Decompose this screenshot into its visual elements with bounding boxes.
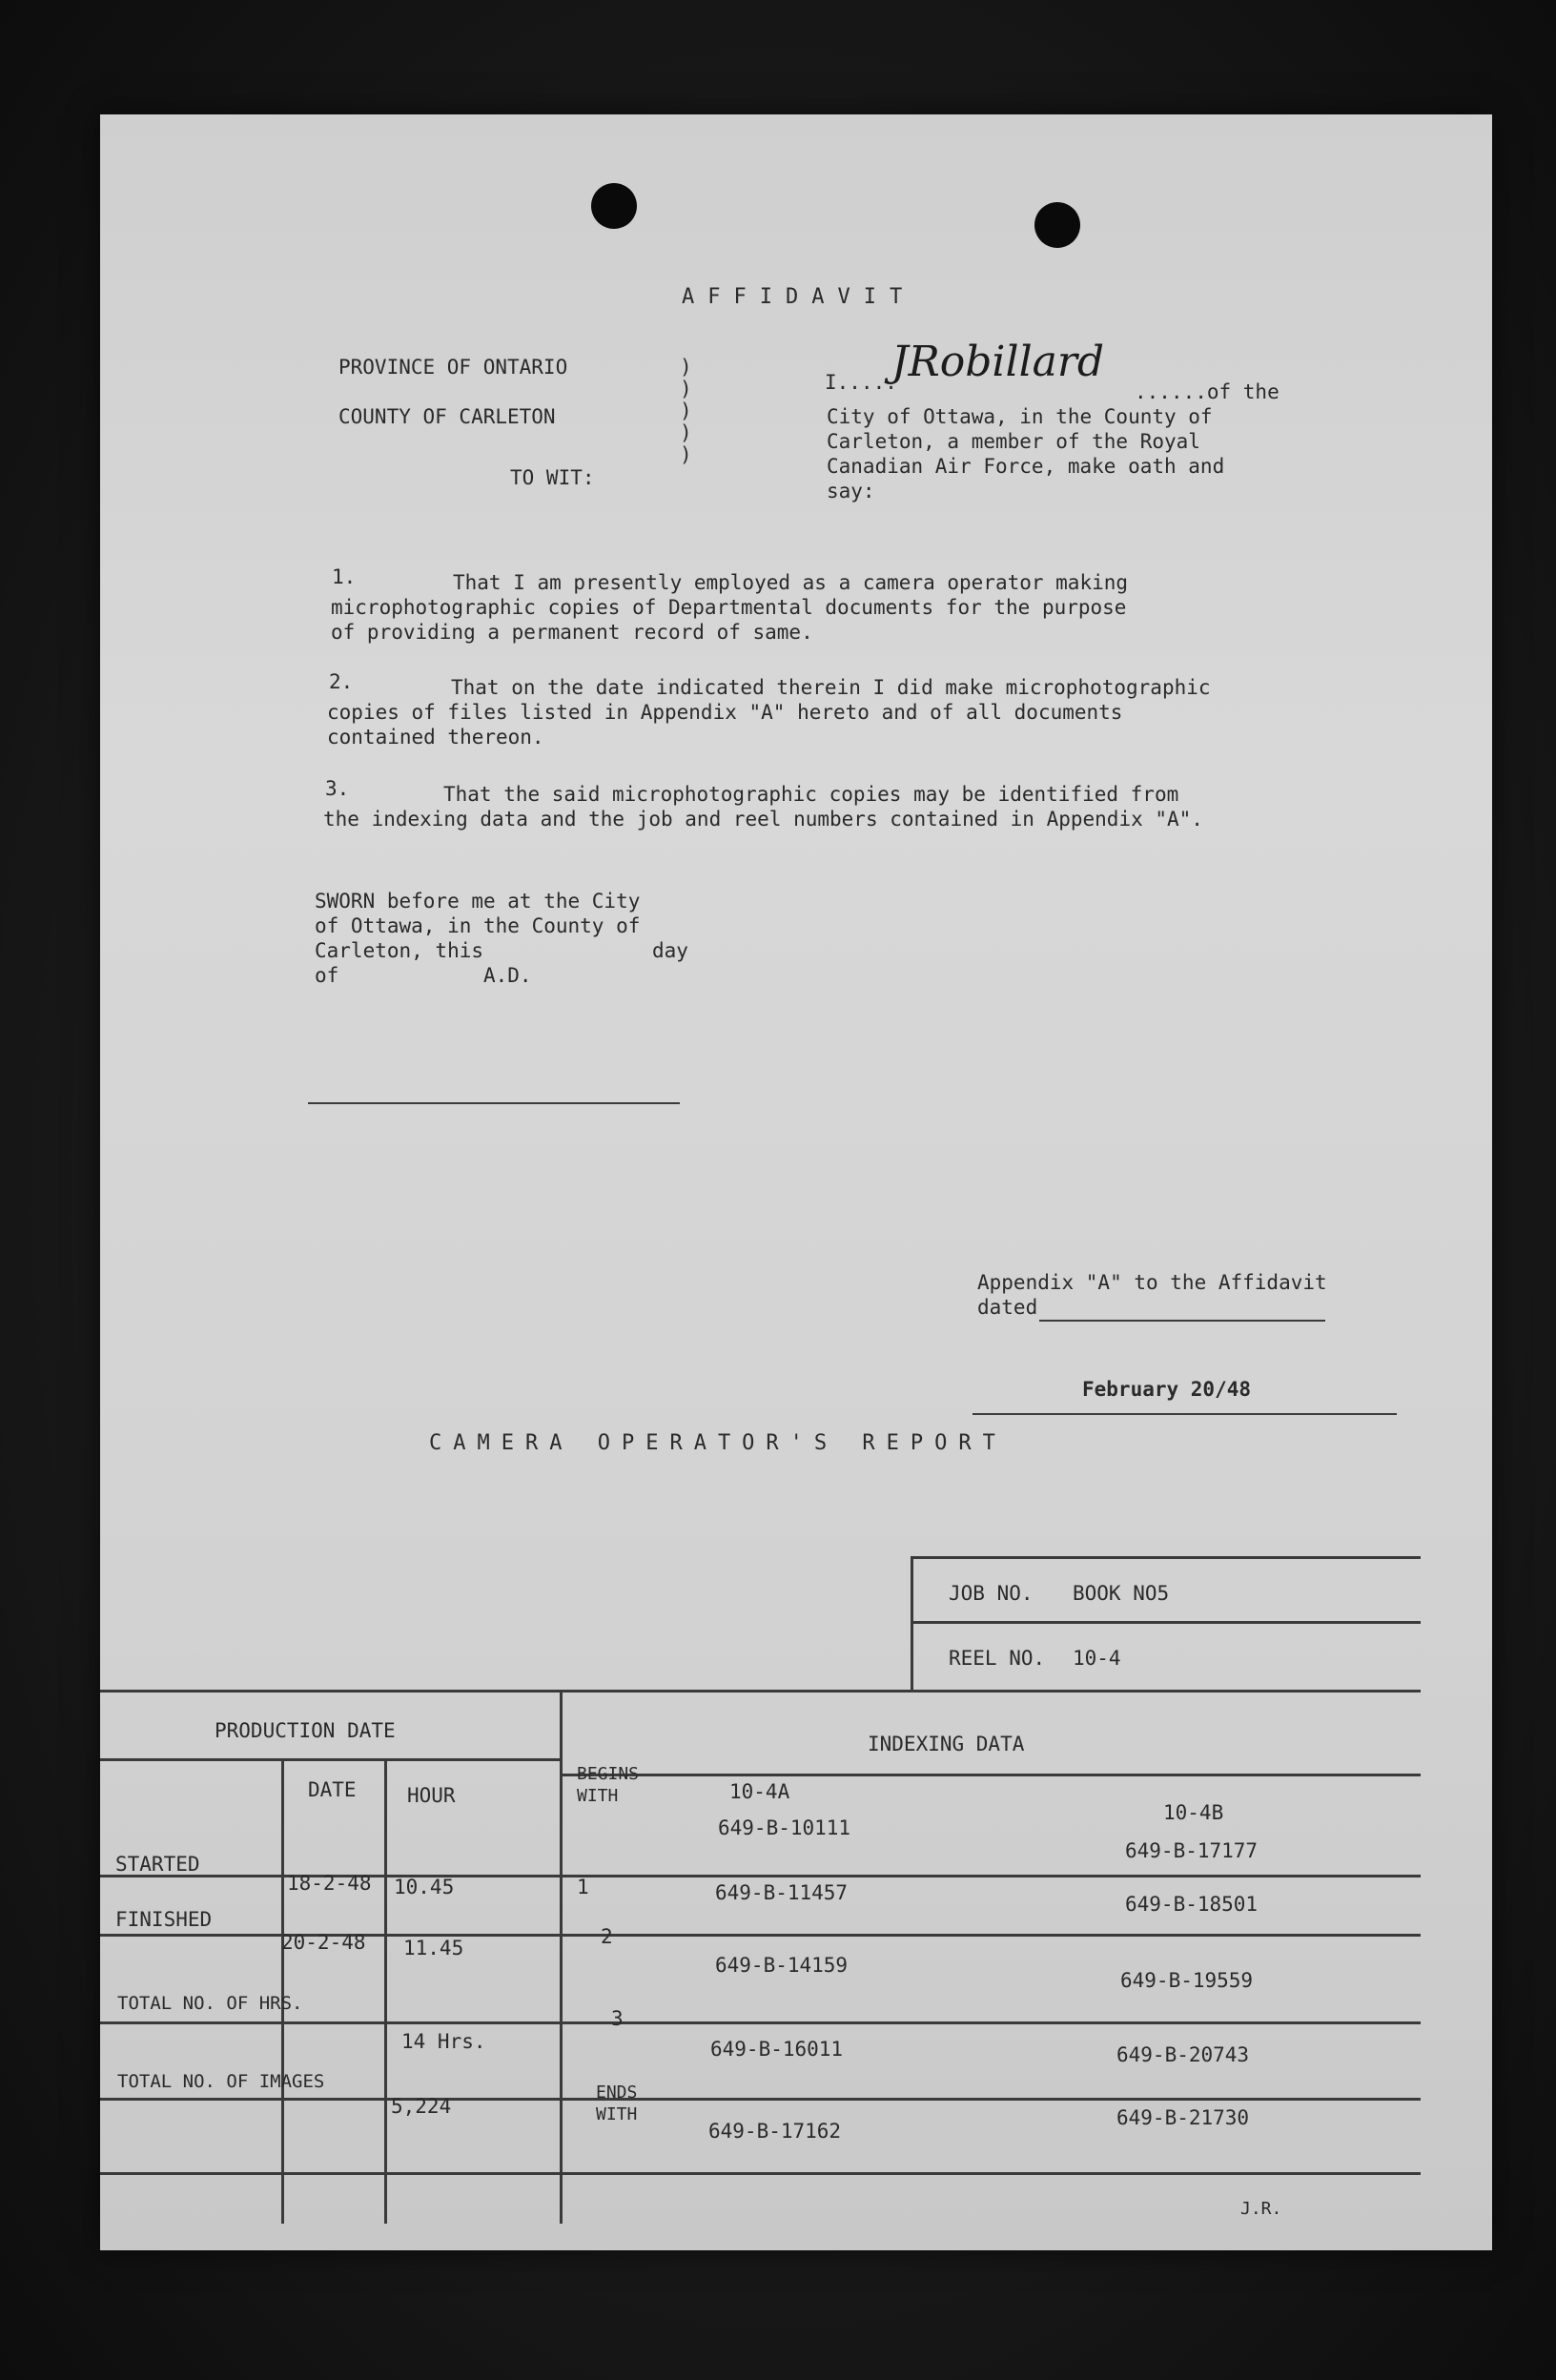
- appendix-dated-line: [1039, 1320, 1325, 1322]
- reel-number-value: 10-4: [1073, 1647, 1121, 1670]
- started-date: 18-2-48: [287, 1872, 372, 1895]
- affidavit-title: AFFIDAVIT: [682, 285, 916, 309]
- index-number-3: 3: [611, 2007, 624, 2030]
- row-line-total-hours: [100, 2021, 1421, 2024]
- volume-b-begins: 649-B-17177: [1125, 1839, 1259, 1862]
- clause-1-line-1: That I am presently employed as a camera operator making: [453, 571, 1129, 594]
- volume-b-header: 10-4B: [1163, 1801, 1224, 1824]
- volume-b-ends: 649-B-21730: [1116, 2106, 1250, 2129]
- volume-b-row-1: 649-B-18501: [1125, 1893, 1259, 1916]
- job-box-middle-border: [911, 1621, 1421, 1624]
- table-top-border: [100, 1690, 1421, 1693]
- clause-1-line-2: microphotographic copies of Departmental documents for the purpose: [331, 596, 1127, 619]
- county-label: COUNTY OF CARLETON: [338, 405, 556, 428]
- indexing-header-line: [560, 1774, 1421, 1776]
- job-number-label: JOB NO.: [949, 1582, 1034, 1605]
- finished-hour: 11.45: [403, 1937, 464, 1959]
- job-number-value: BOOK NO5: [1073, 1582, 1170, 1605]
- table-divider-date-hour: [384, 1758, 387, 2224]
- started-label: STARTED: [115, 1853, 200, 1876]
- volume-b-row-2: 649-B-19559: [1120, 1969, 1254, 1992]
- production-date-header: PRODUCTION DATE: [215, 1719, 396, 1742]
- started-hour: 10.45: [394, 1876, 455, 1898]
- row-line-total-images: [100, 2098, 1421, 2101]
- total-images-label: TOTAL NO. OF IMAGES: [117, 2071, 325, 2092]
- index-number-1: 1: [577, 1876, 589, 1898]
- volume-a-begins: 649-B-10111: [718, 1816, 851, 1839]
- sworn-line-2: of Ottawa, in the County of: [315, 914, 641, 937]
- reel-number-label: REEL NO.: [949, 1647, 1046, 1670]
- total-hours-label: TOTAL NO. OF HRS.: [117, 1993, 303, 2014]
- province-label: PROVINCE OF ONTARIO: [338, 356, 568, 379]
- clause-3-line-1: That the said microphotographic copies may be identified from: [443, 783, 1179, 806]
- appendix-date: February 20/48: [1082, 1378, 1252, 1401]
- index-number-2: 2: [601, 1925, 613, 1948]
- table-divider-production-indexing: [560, 1690, 563, 2224]
- volume-a-header: 10-4A: [729, 1780, 790, 1803]
- punch-hole-right: [1034, 202, 1080, 248]
- clause-1-number: 1.: [332, 565, 357, 588]
- volume-a-row-1: 649-B-11457: [715, 1881, 849, 1904]
- total-hours-value: 14 Hrs.: [401, 2030, 486, 2053]
- document-page: [100, 114, 1492, 2250]
- deponent-line-3: Canadian Air Force, make oath and: [827, 455, 1225, 478]
- begins-with-label: BEGINS WITH: [577, 1764, 640, 1806]
- finished-label: FINISHED: [115, 1908, 213, 1931]
- hour-column-header: HOUR: [407, 1784, 456, 1807]
- appendix-line-2: dated: [977, 1296, 1038, 1319]
- punch-hole-left: [591, 183, 637, 229]
- deponent-trail: ......of the: [1135, 380, 1280, 403]
- total-images-value: 5,224: [391, 2095, 452, 2118]
- job-box-top-border: [911, 1556, 1421, 1559]
- deponent-line-1: City of Ottawa, in the County of: [827, 405, 1213, 428]
- report-title: CAMERA OPERATOR'S REPORT: [429, 1431, 1007, 1455]
- deponent-intro: I.....: [825, 371, 897, 394]
- table-divider-label-date: [281, 1758, 284, 2224]
- appendix-date-line: [972, 1413, 1397, 1415]
- ends-with-label: ENDS WITH: [596, 2082, 638, 2124]
- to-wit-label: TO WIT:: [510, 466, 595, 489]
- clause-1-line-3: of providing a permanent record of same.: [331, 621, 813, 644]
- appendix-line-1: Appendix "A" to the Affidavit: [977, 1271, 1327, 1294]
- sworn-line-1: SWORN before me at the City: [315, 890, 641, 913]
- operator-initials: J.R.: [1240, 2199, 1282, 2219]
- commissioner-signature-line: [308, 1102, 680, 1104]
- clause-3-line-2: the indexing data and the job and reel numbers contained in Appendix "A".: [323, 808, 1203, 831]
- bracket-column: ) ) ) ) ): [680, 356, 692, 467]
- clause-2-number: 2.: [329, 670, 354, 693]
- date-column-header: DATE: [308, 1778, 357, 1801]
- sworn-line-4: of A.D.: [315, 964, 532, 987]
- sworn-line-3: Carleton, this day: [315, 939, 688, 962]
- clause-2-line-3: contained thereon.: [327, 726, 544, 749]
- volume-a-ends: 649-B-17162: [708, 2120, 842, 2143]
- clause-3-number: 3.: [325, 777, 350, 800]
- volume-b-row-3: 649-B-20743: [1116, 2043, 1250, 2066]
- deponent-line-4: say:: [827, 480, 875, 503]
- clause-2-line-1: That on the date indicated therein I did make microphotographic: [451, 676, 1211, 699]
- indexing-data-header: INDEXING DATA: [868, 1733, 1025, 1755]
- volume-a-row-2: 649-B-14159: [715, 1954, 849, 1977]
- production-header-line: [100, 1758, 560, 1761]
- clause-2-line-2: copies of files listed in Appendix "A" hereto and of all documents: [327, 701, 1123, 724]
- deponent-line-2: Carleton, a member of the Royal: [827, 430, 1200, 453]
- deponent-signature: JRobillard: [891, 338, 1105, 386]
- table-bottom-border: [100, 2172, 1421, 2175]
- finished-date: 20-2-48: [281, 1931, 366, 1954]
- volume-a-row-3: 649-B-16011: [710, 2038, 844, 2061]
